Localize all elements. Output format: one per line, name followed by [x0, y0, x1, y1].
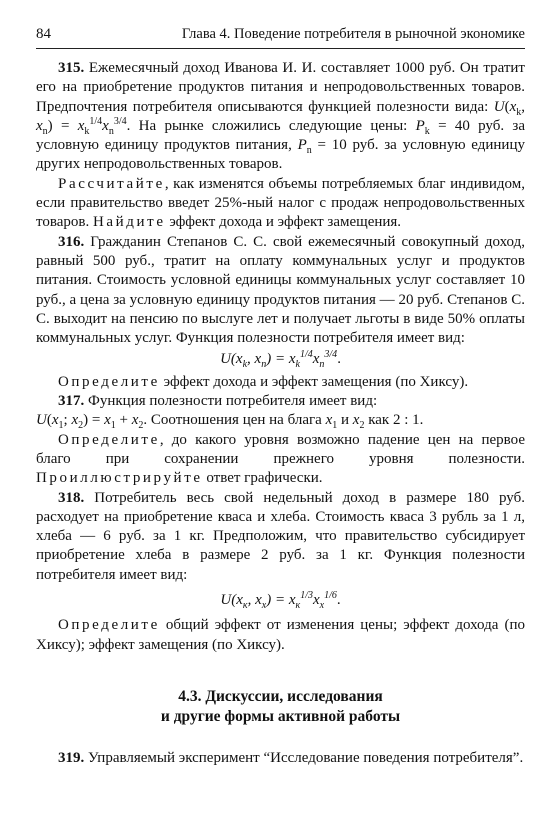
problem-316: [36, 233, 525, 349]
price-n: $P_n = 10$ руб. за условную единицу других непродовольственных товаров.: [36, 137, 525, 173]
task-word: Рассчитайте: [58, 175, 165, 192]
problem-text: Гражданин Степанов С. С. свой ежемесячный совокупный доход, равный 500 руб., тратит на оплату коммунальных услуг и продуктов питания. Стоимость условной единицы коммунальных услуг составляет 10 руб., а цена за условную единицу продуктов питания — 20 руб. Степанов С. С. выходит на пенсию по выслуге лет и получает льготы в виде 50% оплаты коммунальных услуг. Функция полезности потребителя имеет вид:: [36, 233, 525, 347]
page-body: [36, 59, 525, 768]
problem-318-task: [36, 616, 525, 655]
problem-315: [36, 59, 525, 175]
problem-number: 319.: [58, 749, 85, 766]
price-k: $P_k = 40$ руб. за условную единицу продуктов питания,: [36, 117, 525, 154]
problem-number: 316.: [58, 233, 85, 250]
section-heading: [36, 687, 525, 727]
problem-number: 315.: [58, 60, 85, 76]
problem-text: Ежемесячный доход Иванова И. И. составляет 1000 руб. Он тратит его на приобретение продуктов питания и непродовольственных товаров. Предпочтения потребителя описываются функцией полезности вида:: [36, 60, 525, 115]
section-title-line: и другие формы активной работы: [160, 707, 401, 725]
problem-text: На рынке сложились следующие цены:: [130, 117, 416, 134]
problem-text: Функция полезности потребителя имеет вид:: [84, 393, 378, 410]
problem-317-task: [36, 431, 525, 489]
section-title-line: 4.3. Дискуссии, исследования: [178, 687, 383, 705]
problem-number: 318.: [58, 489, 85, 506]
problem-number: 317.: [58, 393, 85, 410]
task-text: , как изменятся объемы потребляемых благ индивидом, если правительство введет 25%-ный налог с продаж непродовольственных товаров.: [36, 175, 525, 231]
problem-317-formula: $U(x_1$; $x_2) = x_1 + x_2$. Соотношения цен на блага $x_1$ и $x_2$ как 2 : 1.: [36, 412, 424, 432]
utility-formula: $U(x_к$, $x_х) = x_к^{1/3}x_х^{1/6}$.: [220, 590, 341, 612]
problem-315-task: [36, 175, 525, 233]
chapter-title: Глава 4. Поведение потребителя в рыночной экономике: [181, 26, 525, 42]
task-word: Определите: [58, 431, 160, 448]
utility-formula: $U(x_k$, $x_n) = x_k^{1/4}x_n^{3/4}$.: [36, 98, 525, 137]
utility-formula: $U(x_k$, $x_n) = x_k^{1/4}x_n^{3/4}$.: [220, 349, 341, 371]
task-text: , до какого уровня возможно падение цен на первое благо при сохранении прежнего уровня полезности.: [36, 431, 525, 467]
problem-319: [36, 749, 525, 768]
problem-317: [36, 392, 525, 411]
running-header: [36, 26, 525, 49]
task-text: общий эффект от изменения цены; эффект дохода (по Хиксу); эффект замещения (по Хиксу).: [36, 617, 525, 653]
task-word: Определите: [58, 617, 160, 634]
problem-316-task: [36, 373, 525, 392]
task-text: эффект дохода и эффект замещения (по Хиксу).: [159, 373, 469, 390]
task-word: Проиллюстрируйте: [36, 470, 203, 487]
problem-text: Управляемый эксперимент “Исследование поведения потребителя”.: [84, 749, 524, 766]
task-text: эффект дохода и эффект замещения.: [165, 214, 402, 231]
problem-318: [36, 489, 525, 585]
problem-text: Потребитель весь свой недельный доход в размере 180 руб. расходует на приобретение кваса и хлеба. Стоимость кваса 3 рубль за 1 л, хлеба — 6 руб. за 1 кг. Предположим, что правительство субсидирует приобретение хлеба в размере 2 руб. за 1 кг. Функция полезности потребителя имеет вид:: [36, 489, 525, 583]
page-number: 84: [36, 26, 51, 42]
task-word: Найдите: [92, 214, 166, 231]
task-text: ответ графически.: [202, 470, 323, 487]
task-word: Определите: [58, 373, 160, 390]
book-page: [36, 26, 525, 768]
